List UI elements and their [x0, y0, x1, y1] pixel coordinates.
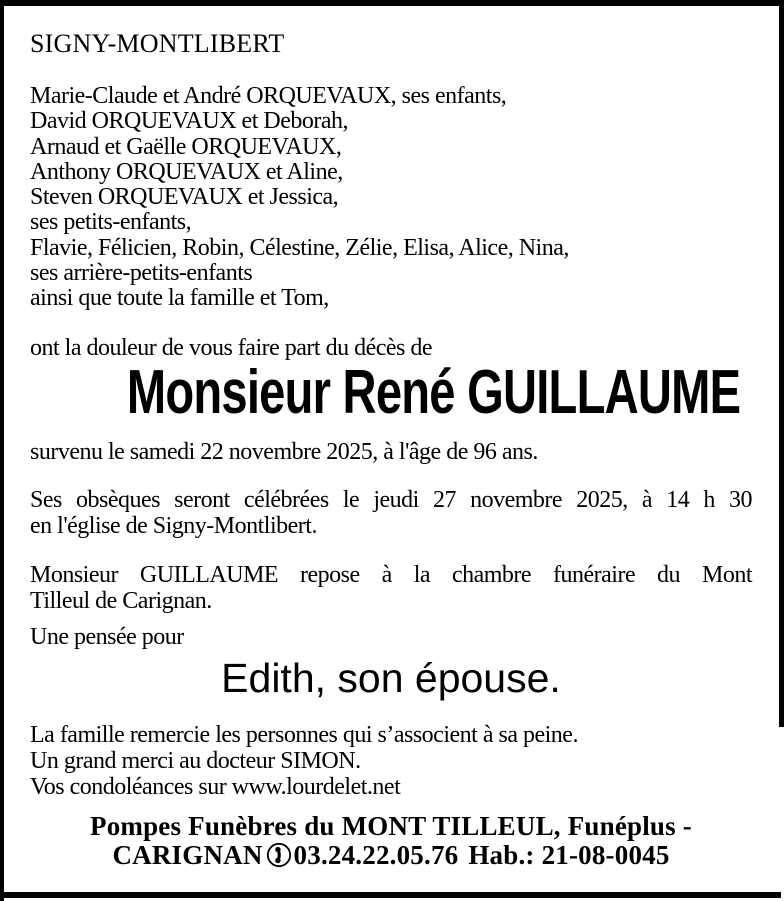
funeral-home-license: Hab.: 21-08-0045 — [468, 840, 670, 870]
death-date-line: survenu le samedi 22 novembre 2025, à l'âge de 96 ans. — [30, 439, 538, 465]
telephone-icon — [266, 842, 292, 868]
notice-city: SIGNY-MONTLIBERT — [30, 29, 285, 58]
family-line: Arnaud et Gaëlle ORQUEVAUX, — [30, 133, 342, 160]
notice-border-bottom — [0, 892, 781, 898]
funeral-ceremony-line1: Ses obsèques seront célébrées le jeudi 27 novembre 2025, à 14 h 30 — [30, 487, 752, 513]
family-line: ses petits-enfants, — [30, 209, 192, 236]
funeral-home-phone: 03.24.22.05.76 — [293, 840, 459, 870]
thanks-line: La famille remercie les personnes qui s’associent à sa peine. — [30, 722, 578, 748]
family-line: ainsi que toute la famille et Tom, — [30, 285, 329, 312]
family-line: David ORQUEVAUX et Deborah, — [30, 108, 348, 135]
family-list — [30, 84, 752, 312]
repose-line2: Tilleul de Carignan. — [30, 588, 212, 614]
funeral-home-footer — [30, 812, 752, 870]
deceased-name-wrap — [30, 358, 752, 427]
funeral-home-line: Pompes Funèbres du MONT TILLEUL, Funéplus - — [90, 811, 692, 841]
announcement-text: ont la douleur de vous faire part du décès de — [30, 335, 433, 361]
family-line: Flavie, Félicien, Robin, Célestine, Zélie, Elisa, Alice, Nina, — [30, 234, 569, 261]
family-line: ses arrière-petits-enfants — [30, 260, 253, 287]
family-line: Steven ORQUEVAUX et Jessica, — [30, 184, 339, 211]
funeral-home-city: CARIGNAN — [112, 840, 263, 870]
notice-border-right — [779, 0, 784, 727]
notice-border-left — [0, 0, 4, 901]
family-line: Marie-Claude et André ORQUEVAUX, ses enfants, — [30, 83, 507, 109]
repose-paragraph — [30, 562, 752, 614]
doctor-thanks-line: Un grand merci au docteur SIMON. — [30, 748, 361, 774]
funeral-home-contact-line — [30, 841, 752, 870]
family-line: Anthony ORQUEVAUX et Aline, — [30, 158, 343, 185]
notice-border-top — [0, 0, 784, 6]
deceased-name-title: Monsieur René GUILLAUME — [126, 358, 741, 427]
repose-line1: Monsieur GUILLAUME repose à la chambre funéraire du Mont — [30, 562, 752, 588]
thanks-block — [30, 722, 752, 800]
funeral-ceremony-paragraph — [30, 487, 752, 539]
tribute-dedication: Edith, son épouse. — [221, 655, 561, 701]
tribute-intro: Une pensée pour — [30, 624, 184, 650]
funeral-ceremony-line2: en l'église de Signy-Montlibert. — [30, 513, 317, 539]
condolences-line: Vos condoléances sur www.lourdelet.net — [30, 774, 401, 800]
